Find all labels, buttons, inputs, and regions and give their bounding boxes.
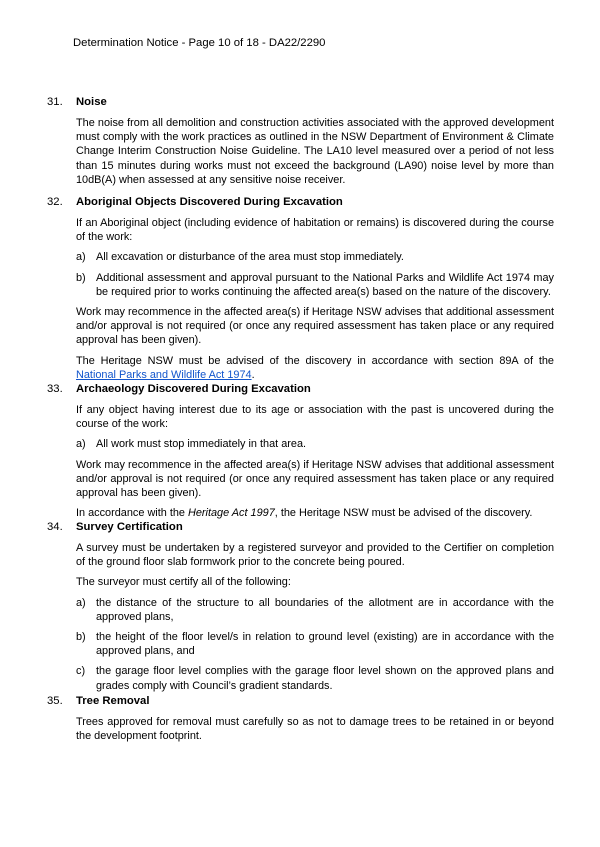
list-text: Additional assessment and approval pursuant to the National Parks and Wildlife Act 1974 may be required prior to works continuing the affected area(s) based on the nature of the discovery.	[96, 271, 554, 298]
condition-number: 32.	[47, 196, 63, 208]
list-marker: a)	[76, 438, 86, 451]
condition-heading	[47, 195, 554, 210]
paragraph: If any object having interest due to its age or association with the past is uncovered during the course of the work:	[76, 404, 554, 431]
list-item	[76, 250, 554, 264]
text-run: , the Heritage NSW must be advised of the discovery.	[274, 507, 533, 520]
paragraph: The noise from all demolition and construction activities associated with the approved development must comply with the work practices as outlined in the NSW Department of Environment & Climate Change Interim Construction Noise Guideline. The LA10 level measured over a period of not less than 15 minutes during works must not exceed the background (LA90) noise level by more than 10dB(A) when assessed at any sensitive noise receiver.	[76, 117, 554, 186]
list-marker: b)	[76, 271, 86, 284]
paragraph: Work may recommence in the affected area(s) if Heritage NSW advises that additional assessment and/or approval is not required (or once any required assessment has taken place or any required approval has been given).	[76, 306, 554, 347]
condition-heading	[47, 95, 554, 110]
condition-35	[47, 694, 554, 743]
paragraph: Trees approved for removal must carefully so as not to damage trees to be retained in or beyond the development footprint.	[76, 716, 554, 743]
text-run: The Heritage NSW must be advised of the discovery in accordance with section 89A of the	[76, 354, 554, 367]
condition-title: Survey Certification	[76, 521, 183, 533]
list-marker: c)	[76, 665, 86, 678]
condition-heading	[47, 520, 554, 535]
list-text: All excavation or disturbance of the area must stop immediately.	[96, 251, 404, 264]
page-header: Determination Notice - Page 10 of 18 - DA22/2290	[73, 37, 326, 49]
condition-number: 35.	[47, 695, 63, 707]
condition-heading	[47, 694, 554, 709]
list-marker: b)	[76, 631, 86, 644]
paragraph	[76, 354, 554, 382]
list-item	[76, 664, 554, 692]
condition-heading	[47, 382, 554, 397]
list-text: All work must stop immediately in that area.	[96, 438, 307, 451]
list-item	[76, 271, 554, 299]
condition-title: Tree Removal	[76, 695, 150, 707]
paragraph: The surveyor must certify all of the following:	[76, 576, 291, 589]
condition-number: 31.	[47, 96, 63, 108]
text-run: In accordance with the	[76, 507, 188, 520]
condition-number: 33.	[47, 383, 63, 395]
act-title: Heritage Act 1997	[188, 507, 275, 520]
list-text: the height of the floor level/s in relation to ground level (existing) are in accordance with the approved plans, and	[96, 631, 554, 658]
condition-34	[47, 520, 554, 693]
condition-33	[47, 382, 554, 520]
list-item	[76, 630, 554, 658]
paragraph: If an Aboriginal object (including evidence of habitation or remains) is discovered during the course of the work:	[76, 217, 554, 244]
list-marker: a)	[76, 251, 86, 264]
condition-title: Aboriginal Objects Discovered During Excavation	[76, 196, 343, 208]
list-item	[76, 596, 554, 624]
condition-title: Noise	[76, 96, 107, 108]
paragraph	[76, 506, 554, 520]
act-link[interactable]: National Parks and Wildlife Act 1974	[76, 368, 252, 381]
list-text: the garage floor level complies with the garage floor level shown on the approved plans and grades comply with Council’s gradient standards.	[96, 665, 554, 692]
list-text: the distance of the structure to all boundaries of the allotment are in accordance with the approved plans,	[96, 596, 554, 623]
condition-31	[47, 95, 554, 187]
condition-title: Archaeology Discovered During Excavation	[76, 383, 311, 395]
list-item	[76, 437, 554, 451]
paragraph: A survey must be undertaken by a registered surveyor and provided to the Certifier on completion of the ground floor slab formwork prior to the concrete being poured.	[76, 542, 554, 569]
condition-number: 34.	[47, 521, 63, 533]
condition-32	[47, 195, 554, 382]
paragraph: Work may recommence in the affected area(s) if Heritage NSW advises that additional assessment and/or approval is not required (or once any required assessment has taken place or any required approval has been given).	[76, 458, 554, 500]
text-run: .	[251, 368, 255, 381]
list-marker: a)	[76, 596, 86, 609]
